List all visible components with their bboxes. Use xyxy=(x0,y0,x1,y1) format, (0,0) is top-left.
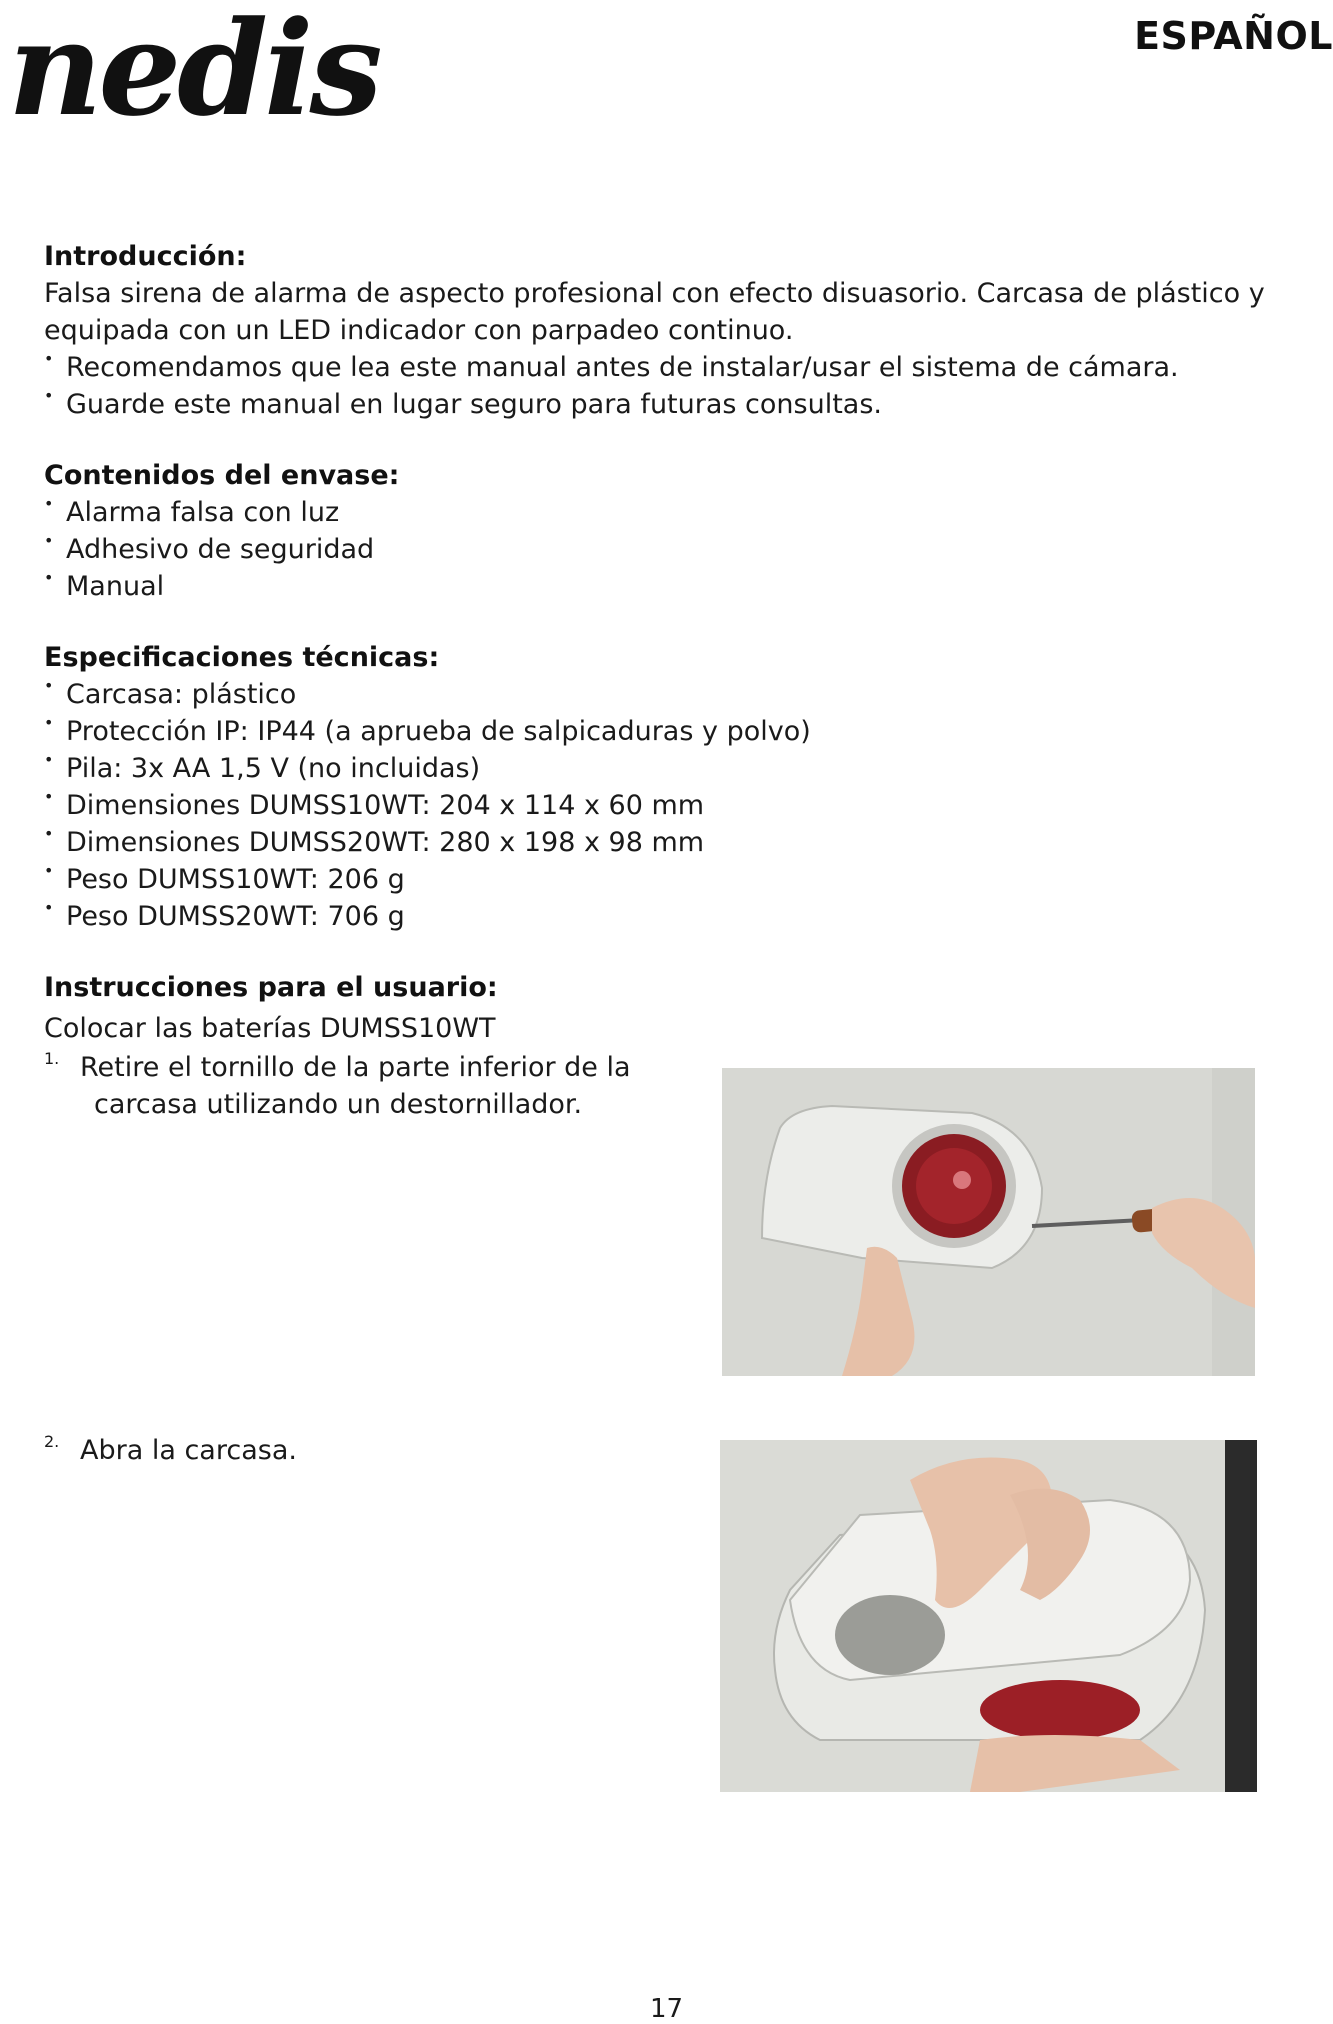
photo-remove-screw-illustration xyxy=(722,1068,1255,1376)
specs-section xyxy=(44,639,1284,935)
intro-bullet-text: Guarde este manual en lugar seguro para futuras consultas. xyxy=(66,389,882,420)
language-label: ESPAÑOL xyxy=(1134,14,1333,58)
step-text-line1: Retire el tornillo de la parte inferior de la xyxy=(80,1052,631,1083)
specs-heading: Especificaciones técnicas: xyxy=(44,642,440,673)
instruction-step-2 xyxy=(44,1432,297,1469)
intro-bullet xyxy=(44,349,1284,386)
bullet-dot: • xyxy=(44,898,54,917)
contents-item xyxy=(44,568,1284,605)
contents-item xyxy=(44,494,1284,531)
contents-item-text: Manual xyxy=(66,571,165,602)
intro-text-line1: Falsa sirena de alarma de aspecto profesional con efecto disuasorio. Carcasa de plástico y xyxy=(44,278,1265,309)
bullet-dot: • xyxy=(44,531,54,550)
step-text-line1: Abra la carcasa. xyxy=(80,1435,297,1466)
bullet-dot: • xyxy=(44,568,54,587)
contents-item xyxy=(44,531,1284,568)
spec-item-text: Dimensiones DUMSS10WT: 204 x 114 x 60 mm xyxy=(66,790,705,821)
bullet-dot: • xyxy=(44,713,54,732)
spec-item-text: Peso DUMSS20WT: 706 g xyxy=(66,901,405,932)
contents-item-text: Adhesivo de seguridad xyxy=(66,534,375,565)
photo-open-housing-illustration xyxy=(720,1440,1257,1792)
spec-item-text: Peso DUMSS10WT: 206 g xyxy=(66,864,405,895)
spec-item xyxy=(44,787,1284,824)
logo-text: nedis xyxy=(8,2,379,137)
spec-item xyxy=(44,861,1284,898)
bullet-dot: • xyxy=(44,349,54,368)
intro-bullet-text: Recomendamos que lea este manual antes de instalar/usar el sistema de cámara. xyxy=(66,352,1179,383)
photo-remove-screw xyxy=(722,1068,1255,1376)
step-number: 1. xyxy=(44,1049,60,1068)
bullet-dot: • xyxy=(44,861,54,880)
bullet-dot: • xyxy=(44,676,54,695)
bullet-dot: • xyxy=(44,787,54,806)
bullet-dot: • xyxy=(44,750,54,769)
bullet-dot: • xyxy=(44,386,54,405)
step-text-line2: carcasa utilizando un destornillador. xyxy=(94,1089,583,1120)
page-number: 17 xyxy=(649,1994,684,2024)
spec-item xyxy=(44,898,1284,935)
instructions-subheading: Colocar las baterías DUMSS10WT xyxy=(44,1013,496,1044)
manual-content xyxy=(44,238,1284,1157)
bullet-dot: • xyxy=(44,494,54,513)
photo-open-housing xyxy=(720,1440,1257,1792)
bullet-dot: • xyxy=(44,824,54,843)
spec-item-text: Pila: 3x AA 1,5 V (no incluidas) xyxy=(66,753,481,784)
spec-item xyxy=(44,713,1284,750)
spec-item-text: Carcasa: plástico xyxy=(66,679,297,710)
nedis-logo xyxy=(6,2,506,137)
intro-bullet xyxy=(44,386,1284,423)
spec-item xyxy=(44,824,1284,861)
spec-item-text: Dimensiones DUMSS20WT: 280 x 198 x 98 mm xyxy=(66,827,705,858)
intro-heading: Introducción: xyxy=(44,241,247,272)
spec-item xyxy=(44,676,1284,713)
contents-heading: Contenidos del envase: xyxy=(44,460,400,491)
step-number: 2. xyxy=(44,1432,60,1451)
contents-item-text: Alarma falsa con luz xyxy=(66,497,340,528)
intro-text-line2: equipada con un LED indicador con parpadeo continuo. xyxy=(44,315,794,346)
spec-item xyxy=(44,750,1284,787)
instructions-heading: Instrucciones para el usuario: xyxy=(44,972,498,1003)
intro-section xyxy=(44,238,1284,423)
spec-item-text: Protección IP: IP44 (a aprueba de salpicaduras y polvo) xyxy=(66,716,811,747)
contents-section xyxy=(44,457,1284,605)
